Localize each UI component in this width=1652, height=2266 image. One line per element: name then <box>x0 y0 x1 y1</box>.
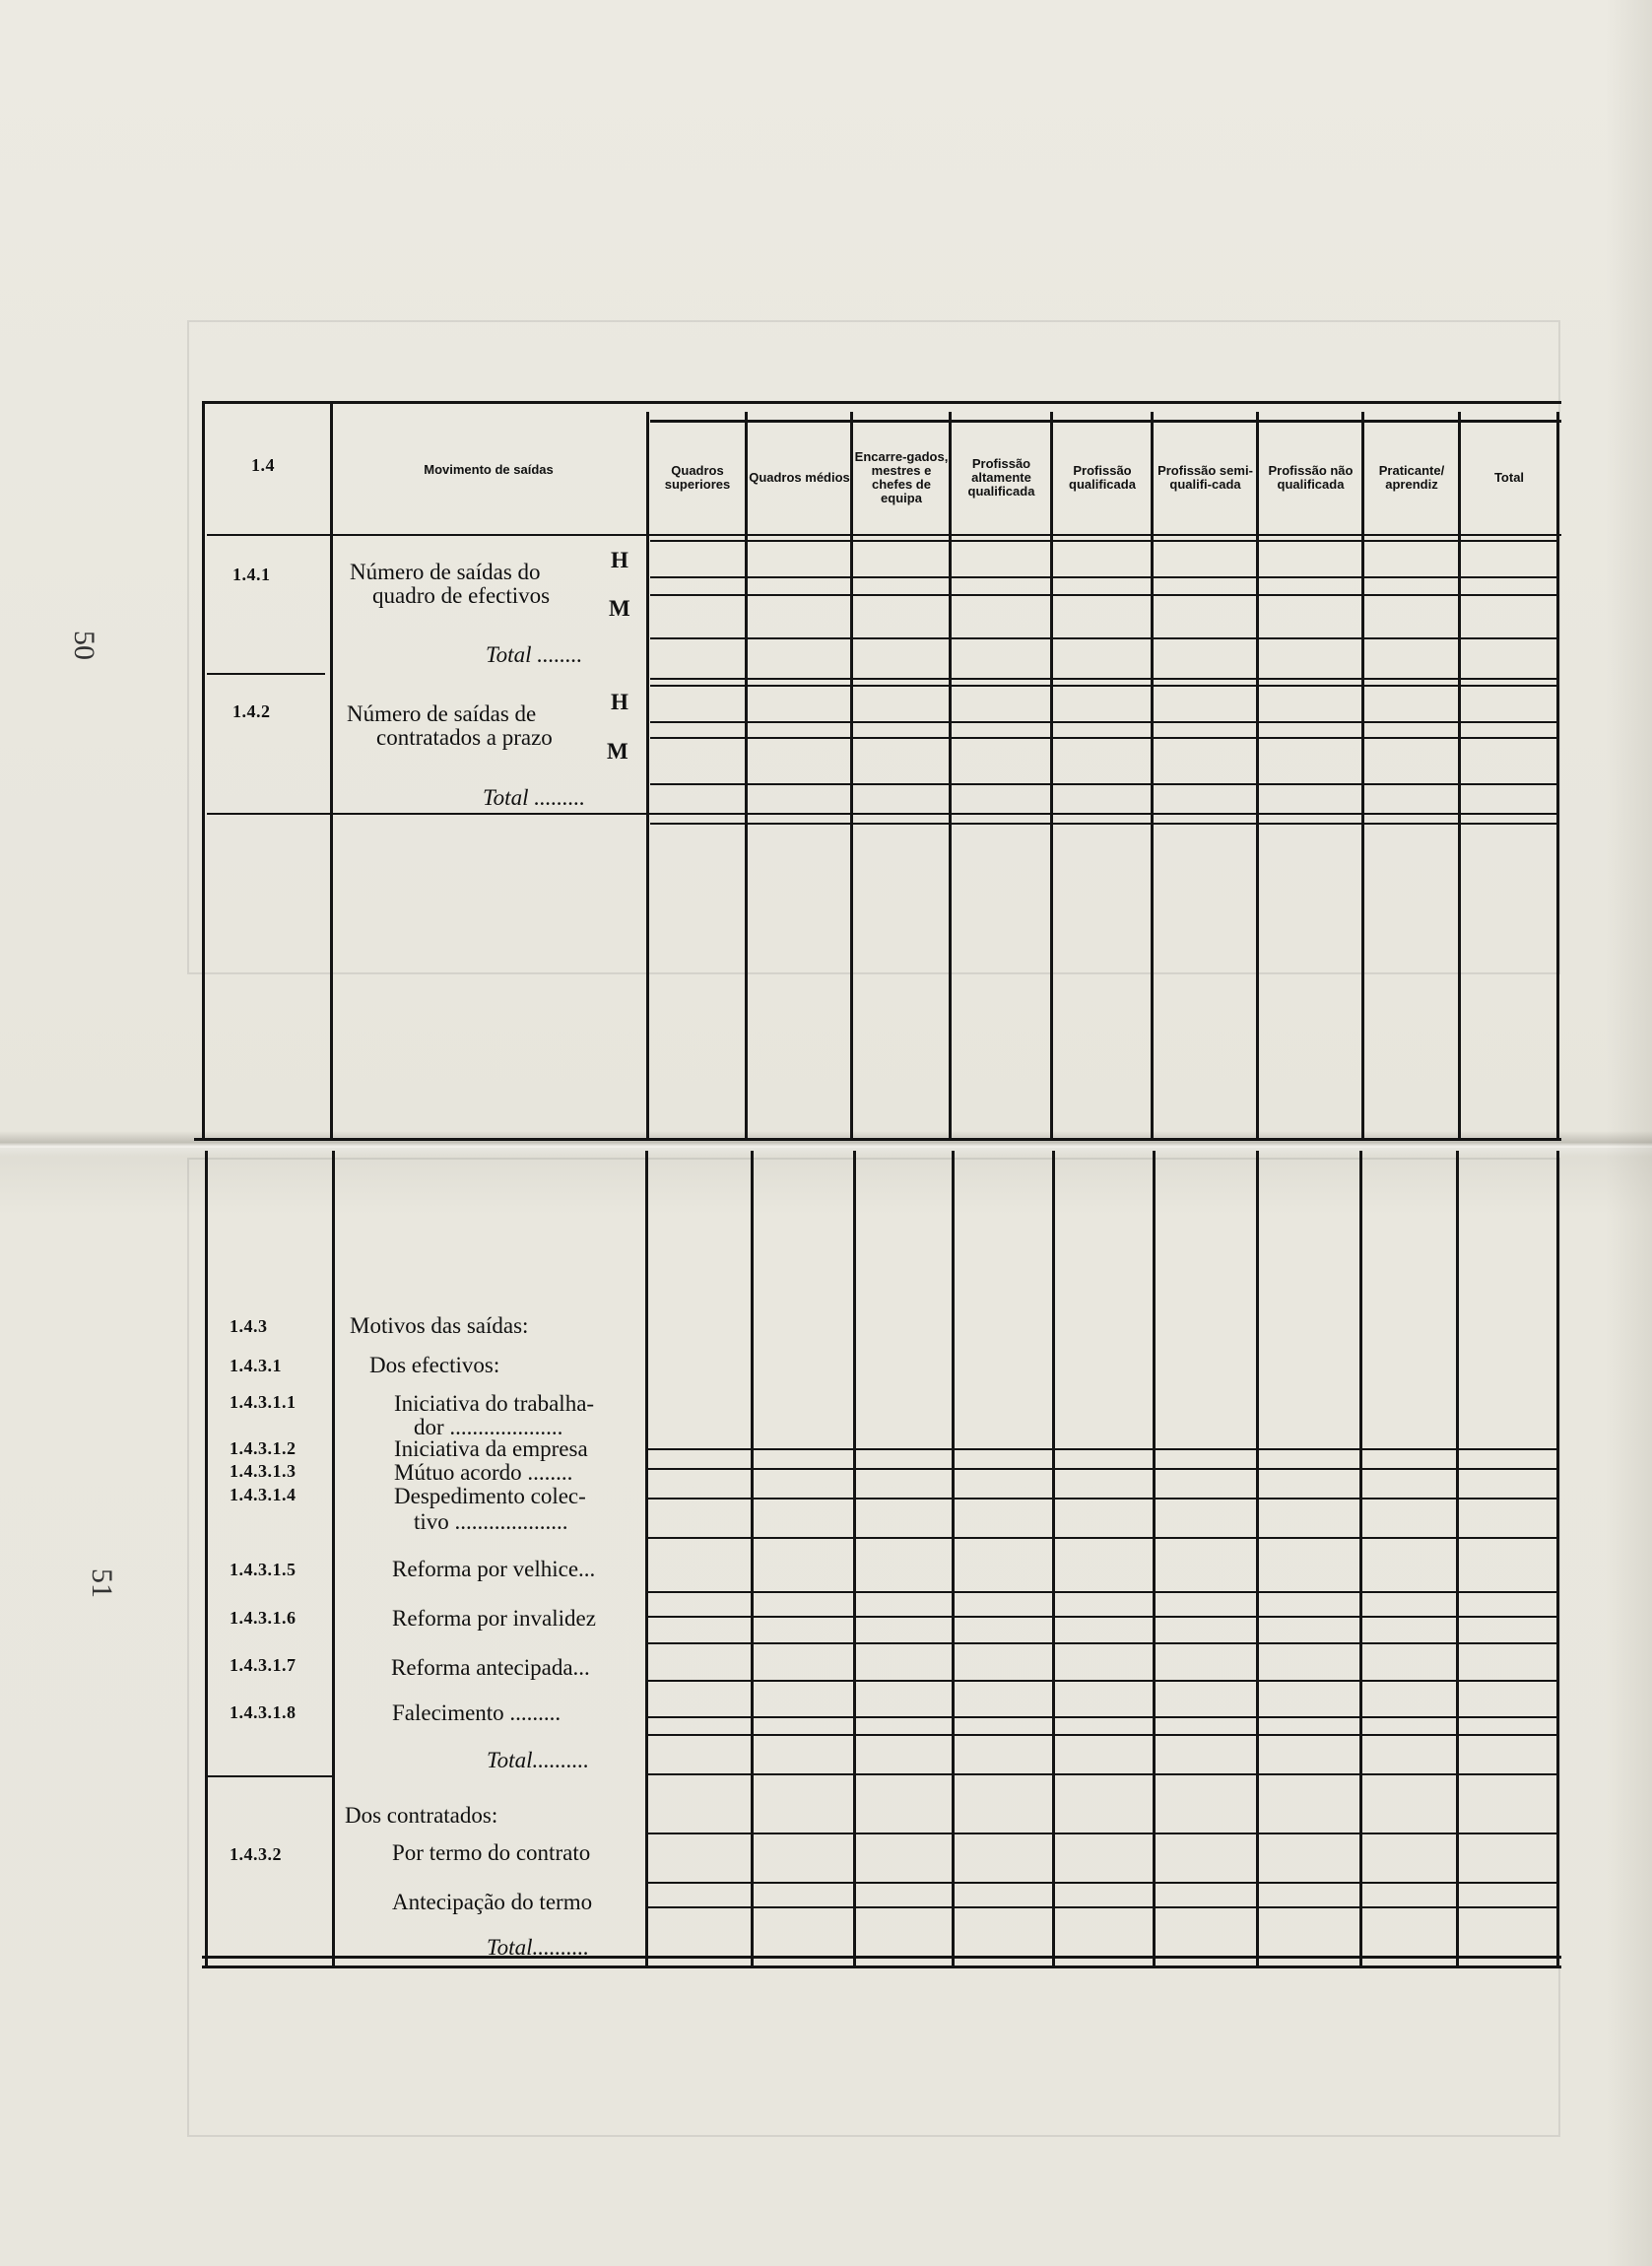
vline <box>1256 1151 1259 1968</box>
hline <box>650 685 1556 687</box>
row-code: 1.4.2 <box>232 701 271 721</box>
item-label: Por termo do contrato <box>392 1840 591 1865</box>
hline <box>650 576 1556 578</box>
hline <box>648 1680 1556 1682</box>
bleed-through-table-top <box>187 320 1560 974</box>
vline <box>850 412 853 1140</box>
item-label: Reforma antecipada... <box>391 1655 590 1680</box>
row-total-label: Total ......... <box>483 785 585 810</box>
hline <box>650 823 1556 825</box>
vline <box>1052 1151 1055 1968</box>
col-header-prof-qualificada: Profissão qualificada <box>1069 463 1136 492</box>
col-header-prof-nao-qualificada: Profissão não qualificada <box>1268 463 1354 492</box>
vline <box>1556 1151 1559 1968</box>
vline <box>202 401 205 1140</box>
item-label: Dos efectivos: <box>369 1353 500 1377</box>
col-header-prof-altamente-qualificada: Profissão altamente qualificada <box>967 456 1035 499</box>
hline <box>650 678 1556 680</box>
bottom-table-rule <box>202 1956 1561 1959</box>
item-label: Falecimento ......... <box>392 1700 562 1725</box>
hline <box>648 1642 1556 1644</box>
hline <box>648 1616 1556 1618</box>
item-label: Antecipação do termo <box>392 1890 593 1914</box>
section-code: 1.4 <box>251 455 275 475</box>
vline <box>853 1151 856 1968</box>
item-code: 1.4.3 <box>230 1316 268 1336</box>
item-label: Despedimento colec- <box>394 1484 586 1508</box>
page-edge-shadow <box>1606 0 1652 2266</box>
hline <box>650 540 1556 542</box>
vline <box>1359 1151 1362 1968</box>
item-label: Iniciativa da empresa <box>394 1436 588 1461</box>
vline <box>205 1151 208 1968</box>
item-label: Motivos das saídas: <box>350 1313 529 1338</box>
item-code: 1.4.3.1.5 <box>230 1560 297 1579</box>
top-table-rule <box>202 401 1561 404</box>
h-marker: H <box>611 690 628 714</box>
hline <box>648 1734 1556 1736</box>
hline <box>648 1498 1556 1500</box>
page-fold <box>0 1131 1652 1157</box>
vline <box>1151 412 1154 1140</box>
hline <box>648 1906 1556 1908</box>
h-marker: H <box>611 548 628 572</box>
vline <box>1458 412 1461 1140</box>
row-code: 1.4.1 <box>232 565 271 584</box>
item-total-label: Total.......... <box>487 1935 589 1960</box>
hline <box>648 1716 1556 1718</box>
hline <box>650 637 1556 639</box>
item-label: tivo .................... <box>414 1509 568 1534</box>
col-header-quadros-medios: Quadros médios <box>749 470 850 485</box>
item-code: 1.4.3.1.8 <box>230 1702 297 1722</box>
row-label: contratados a prazo <box>376 725 553 750</box>
item-total-label: Total.......... <box>487 1748 589 1772</box>
item-code: 1.4.3.1.4 <box>230 1485 297 1504</box>
item-code: 1.4.3.1.6 <box>230 1608 297 1628</box>
col-header-encarregados: Encarre-gados, mestres e chefes de equipa <box>854 449 949 505</box>
hline <box>648 1591 1556 1593</box>
col-header-prof-semi-qualificada: Profissão semi-qualifi-cada <box>1157 463 1253 492</box>
bottom-table-rule <box>202 1966 1561 1968</box>
top-table-header-bottom <box>207 534 1561 536</box>
vline <box>1361 412 1364 1140</box>
item-label: Mútuo acordo ........ <box>394 1460 573 1485</box>
item-label: dor .................... <box>414 1415 563 1439</box>
item-code: 1.4.3.2 <box>230 1844 282 1864</box>
vline <box>330 404 333 1140</box>
section-title: Movimento de saídas <box>424 462 554 477</box>
vline <box>332 1151 335 1968</box>
row-label: Número de saídas de <box>347 701 537 726</box>
m-marker: M <box>607 739 628 764</box>
item-label: Reforma por invalidez <box>392 1606 596 1631</box>
hline <box>207 673 325 675</box>
vline <box>1556 412 1559 1140</box>
item-label: Iniciativa do trabalha- <box>394 1391 595 1416</box>
vline <box>646 412 649 1140</box>
hline <box>207 813 1556 815</box>
vline <box>1050 412 1053 1140</box>
col-header-quadros-superiores: Quadros superiores <box>664 463 731 492</box>
col-header-praticante-aprendiz: Praticante/ aprendiz <box>1378 463 1445 492</box>
col-header-total: Total <box>1493 470 1525 485</box>
item-code: 1.4.3.1.1 <box>230 1392 297 1412</box>
hline <box>650 594 1556 596</box>
vline <box>949 412 952 1140</box>
item-label: Dos contratados: <box>345 1803 498 1828</box>
bleed-through-table-bottom <box>187 1158 1560 2137</box>
vline <box>1256 412 1259 1140</box>
page-number-bottom: 51 <box>86 1568 118 1598</box>
vline <box>645 1151 648 1968</box>
hline <box>648 1882 1556 1884</box>
hline <box>650 737 1556 739</box>
vline <box>1153 1151 1156 1968</box>
hline <box>648 1773 1556 1775</box>
m-marker: M <box>609 596 630 621</box>
top-table-header-rule <box>650 420 1561 423</box>
hline <box>650 783 1556 785</box>
vline <box>1456 1151 1459 1968</box>
hline <box>648 1833 1556 1834</box>
item-label: Reforma por velhice... <box>392 1557 596 1581</box>
item-code: 1.4.3.1.3 <box>230 1461 297 1481</box>
vline <box>745 412 748 1140</box>
hline <box>650 721 1556 723</box>
item-code: 1.4.3.1.7 <box>230 1655 297 1675</box>
hline <box>648 1468 1556 1470</box>
vline <box>952 1151 955 1968</box>
item-code: 1.4.3.1.2 <box>230 1438 297 1458</box>
row-total-label: Total ........ <box>486 642 583 667</box>
row-label: Número de saídas do <box>350 560 541 584</box>
hline <box>207 1775 333 1777</box>
item-code: 1.4.3.1 <box>230 1356 282 1375</box>
vline <box>751 1151 754 1968</box>
page-number-top: 50 <box>68 631 100 660</box>
hline <box>648 1448 1556 1450</box>
hline <box>648 1537 1556 1539</box>
top-table-bottom-rule <box>194 1138 1561 1141</box>
row-label: quadro de efectivos <box>372 583 551 608</box>
